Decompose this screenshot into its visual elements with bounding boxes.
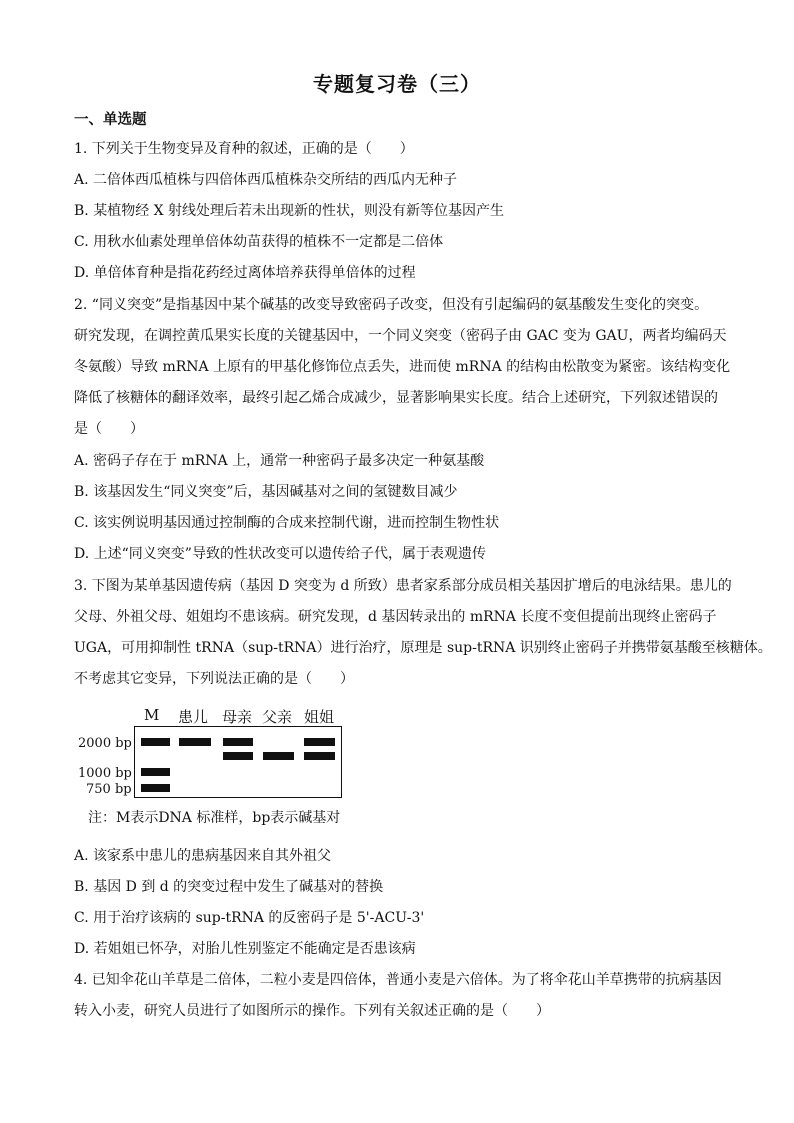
question-4-line-1: 4. 已知伞花山羊草是二倍体，二粒小麦是四倍体，普通小麦是六倍体。为了将伞花山羊草携带的抗病基因 [74,972,722,988]
lane-label-patient: 患儿 [178,708,209,726]
question-1-option-a: A. 二倍体西瓜植株与四倍体西瓜植株杂交所结的西瓜内无种子 [74,172,458,188]
question-3-option-d: D. 若姐姐已怀孕，对胎儿性别鉴定不能确定是否患该病 [74,941,416,957]
gel-band [304,738,335,746]
question-2-line-2: 研究发现，在调控黄瓜果实长度的关键基因中，一个同义突变（密码子由 GAC 变为 GAU，两者均编码天 [74,328,727,344]
question-2-option-d: D. 上述“同义突变”导致的性状改变可以遗传给子代，属于表观遗传 [74,546,486,562]
gel-band [179,738,211,746]
question-3-line-4: 不考虑其它变异，下列说法正确的是（ ） [74,671,354,687]
gel-band [223,738,253,746]
page-title: 专题复习卷（三） [313,72,481,96]
gel-electrophoresis-figure [74,700,404,830]
question-2-line-1: 2. “同义突变”是指基因中某个碱基的改变导致密码子改变，但没有引起编码的氨基酸发生变化的突变。 [74,297,709,313]
question-4-line-2: 转入小麦，研究人员进行了如图所示的操作。下列有关叙述正确的是（ ） [74,1003,550,1019]
gel-band [304,752,335,760]
gel-band [141,784,170,792]
gel-note: 注：M表示DNA 标准样，bp表示碱基对 [88,810,341,826]
question-1-option-c: C. 用秋水仙素处理单倍体幼苗获得的植株不一定都是二倍体 [74,234,444,250]
bp-label-2000: 2000 bp [78,736,132,751]
gel-band [141,768,170,776]
lane-label-mother: 母亲 [222,708,253,726]
question-2-line-5: 是（ ） [74,421,144,437]
question-3-option-a: A. 该家系中患儿的患病基因来自其外祖父 [74,848,332,864]
question-3-line-2: 父母、外祖父母、姐姐均不患该病。研究发现，d 基因转录出的 mRNA 长度不变但提前出现终止密码子 [74,609,717,625]
question-2-line-3: 冬氨酸）导致 mRNA 上原有的甲基化修饰位点丢失，进而使 mRNA 的结构由松散变为紧密。该结构变化 [74,359,731,375]
question-1-stem: 1. 下列关于生物变异及育种的叙述，正确的是（ ） [74,141,414,157]
question-3-option-c: C. 用于治疗该病的 sup-tRNA 的反密码子是 5'-ACU-3' [74,910,425,926]
lane-label-m: M [144,706,160,724]
bp-label-750: 750 bp [86,782,132,797]
section-heading: 一、单选题 [74,111,147,128]
gel-band [223,752,253,760]
question-2-option-a: A. 密码子存在于 mRNA 上，通常一种密码子最多决定一种氨基酸 [74,453,485,469]
bp-label-1000: 1000 bp [78,766,132,781]
gel-band [141,738,170,746]
gel-band [263,752,294,760]
question-1-option-d: D. 单倍体育种是指花药经过离体培养获得单倍体的过程 [74,265,416,281]
gel-box [134,726,342,798]
lane-label-sister: 姐姐 [304,708,335,726]
question-3-line-1: 3. 下图为某单基因遗传病（基因 D 突变为 d 所致）患者家系部分成员相关基因扩增后的电泳结果。患儿的 [74,578,732,594]
question-2-option-c: C. 该实例说明基因通过控制酶的合成来控制代谢，进而控制生物性状 [74,515,500,531]
question-3-option-b: B. 基因 D 到 d 的突变过程中发生了碱基对的替换 [74,879,384,895]
question-1-option-b: B. 某植物经 X 射线处理后若未出现新的性状，则没有新等位基因产生 [74,203,505,219]
question-2-line-4: 降低了核糖体的翻译效率，最终引起乙烯合成减少，显著影响果实长度。结合上述研究，下列叙述错误的 [74,390,718,406]
lane-label-father: 父亲 [262,708,293,726]
question-2-option-b: B. 该基因发生“同义突变”后，基因碱基对之间的氢键数目减少 [74,484,458,500]
question-3-line-3: UGA，可用抑制性 tRNA（sup-tRNA）进行治疗，原理是 sup-tRNA 识别终止密码子并携带氨基酸至核糖体。 [74,640,772,656]
